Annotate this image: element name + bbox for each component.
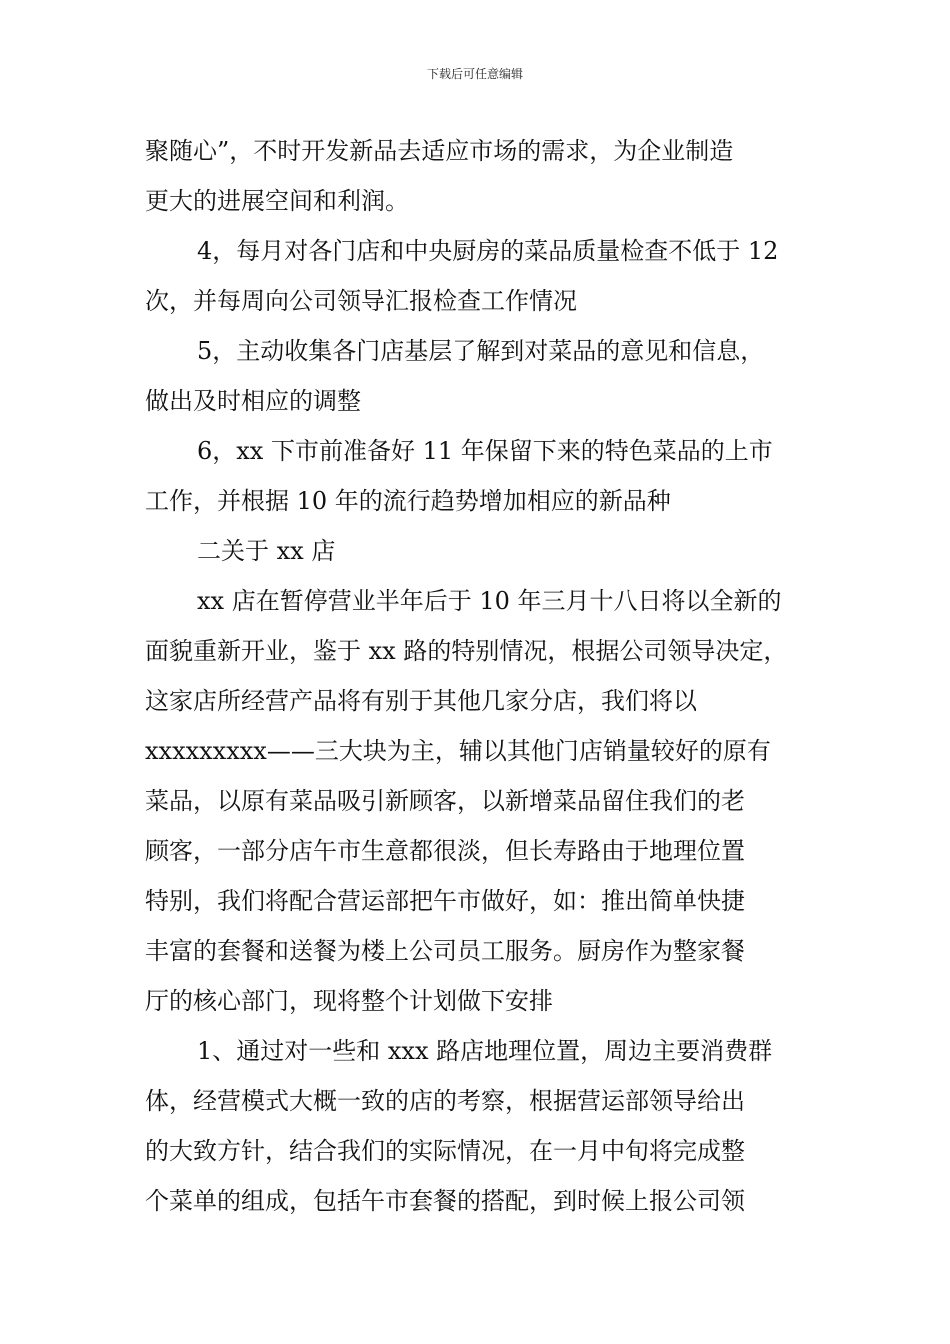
- text-line-19: 1、通过对一些和 xxx 路店地理位置，周边主要消费群: [197, 1037, 773, 1065]
- text-line-18: 厅的核心部门，现将整个计划做下安排: [145, 987, 553, 1015]
- text-line-8: 工作，并根据 10 年的流行趋势增加相应的新品种: [145, 487, 671, 515]
- text-line-11: 面貌重新开业，鉴于 xx 路的特别情况，根据公司领导决定，: [145, 637, 788, 665]
- text-line-13: xxxxxxxxx——三大块为主，辅以其他门店销量较好的原有: [145, 737, 771, 765]
- section-heading: 二关于 xx 店: [197, 537, 336, 565]
- text-line-4: 次，并每周向公司领导汇报检查工作情况: [145, 287, 577, 315]
- text-line-3: 4，每月对各门店和中央厨房的菜品质量检查不低于 12: [197, 237, 779, 265]
- text-line-6: 做出及时相应的调整: [145, 387, 361, 415]
- text-line-2: 更大的进展空间和利润。: [145, 187, 409, 215]
- text-line-5: 5，主动收集各门店基层了解到对菜品的意见和信息，: [197, 337, 765, 365]
- text-line-10: xx 店在暂停营业半年后于 10 年三月十八日将以全新的: [197, 587, 782, 615]
- text-line-20: 体，经营模式大概一致的店的考察，根据营运部领导给出: [145, 1087, 745, 1115]
- text-line-17: 丰富的套餐和送餐为楼上公司员工服务。厨房作为整家餐: [145, 937, 745, 965]
- text-line-21: 的大致方针，结合我们的实际情况，在一月中旬将完成整: [145, 1137, 745, 1165]
- text-line-7: 6，xx 下市前准备好 11 年保留下来的特色菜品的上市: [197, 437, 773, 465]
- text-line-1: 聚随心”，不时开发新品去适应市场的需求，为企业制造: [145, 137, 734, 165]
- page-header-note: 下载后可任意编辑: [426, 67, 523, 81]
- text-line-12: 这家店所经营产品将有别于其他几家分店，我们将以: [145, 687, 697, 715]
- text-line-22: 个菜单的组成，包括午市套餐的搭配，到时候上报公司领: [145, 1187, 745, 1215]
- document-body: [145, 126, 815, 1226]
- text-line-15: 顾客，一部分店午市生意都很淡，但长寿路由于地理位置: [145, 837, 745, 865]
- text-line-16: 特别，我们将配合营运部把午市做好，如：推出简单快捷: [145, 887, 745, 915]
- text-line-14: 菜品，以原有菜品吸引新顾客，以新增菜品留住我们的老: [145, 787, 745, 815]
